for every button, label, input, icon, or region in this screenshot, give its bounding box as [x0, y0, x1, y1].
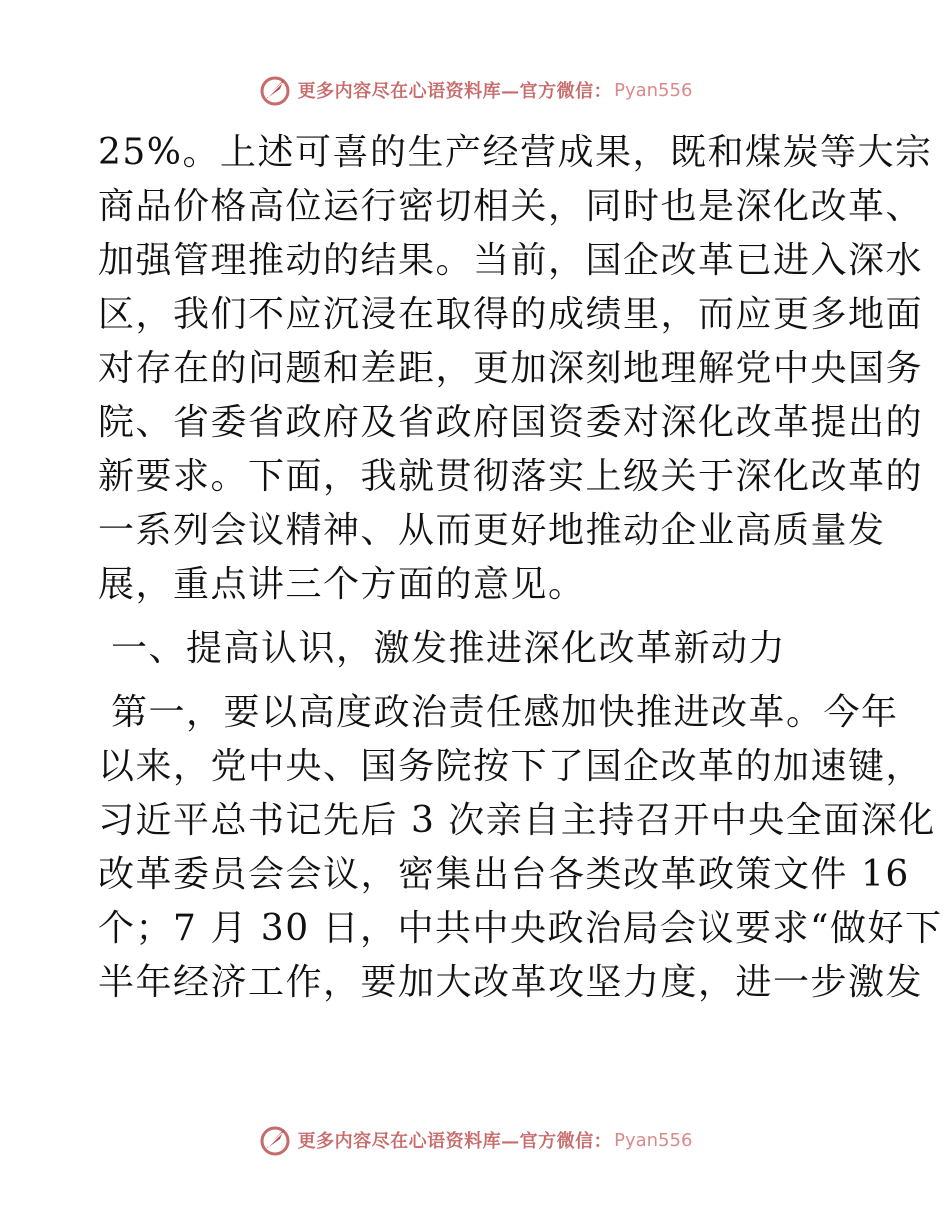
- text-line: 对存在的问题和差距，更加深刻地理解党中央国务: [98, 348, 924, 389]
- paragraph-first-point: [98, 686, 943, 1010]
- document-body: [98, 126, 943, 1010]
- text-line: 区，我们不应沉浸在取得的成绩里，而应更多地面: [98, 294, 924, 335]
- watermark-handle: Pyan556: [614, 1129, 693, 1151]
- footer-watermark: [0, 1120, 950, 1160]
- text-line: 商品价格高位运行密切相关，同时也是深化改革、: [98, 186, 924, 227]
- feather-logo-icon: [258, 1123, 292, 1157]
- header-watermark: [0, 70, 950, 110]
- text-line: 展，重点讲三个方面的意见。: [98, 564, 586, 605]
- text-line: 加强管理推动的结果。当前，国企改革已进入深水: [98, 240, 924, 281]
- text-line: 习近平总书记先后 3 次亲自主持召开中央全面深化: [98, 800, 936, 841]
- section-heading: [98, 622, 858, 676]
- feather-logo-icon: [258, 73, 292, 107]
- text-line: 个；7 月 30 日，中共中央政治局会议要求“做好下: [98, 908, 943, 949]
- watermark-handle: Pyan556: [614, 79, 693, 101]
- text-line: 半年经济工作，要加大改革攻坚力度，进一步激发: [98, 962, 924, 1003]
- text-line: 第一，要以高度政治责任感加快推进改革。今年: [98, 692, 899, 733]
- paragraph-intro: [98, 126, 933, 612]
- text-line: 25%。上述可喜的生产经营成果，既和煤炭等大宗: [98, 132, 933, 173]
- heading-line: 一、提高认识，激发推进深化改革新动力: [98, 628, 786, 669]
- watermark-text: 更多内容尽在心语资料库—官方微信：: [297, 81, 613, 102]
- watermark-text: 更多内容尽在心语资料库—官方微信：: [297, 1131, 613, 1152]
- text-line: 以来，党中央、国务院按下了国企改革的加速键，: [98, 746, 924, 787]
- text-line: 改革委员会会议，密集出台各类改革政策文件 16: [98, 854, 910, 895]
- text-line: 一系列会议精神、从而更好地推动企业高质量发: [98, 510, 886, 551]
- text-line: 院、省委省政府及省政府国资委对深化改革提出的: [98, 402, 924, 443]
- text-line: 新要求。下面，我就贯彻落实上级关于深化改革的: [98, 456, 924, 497]
